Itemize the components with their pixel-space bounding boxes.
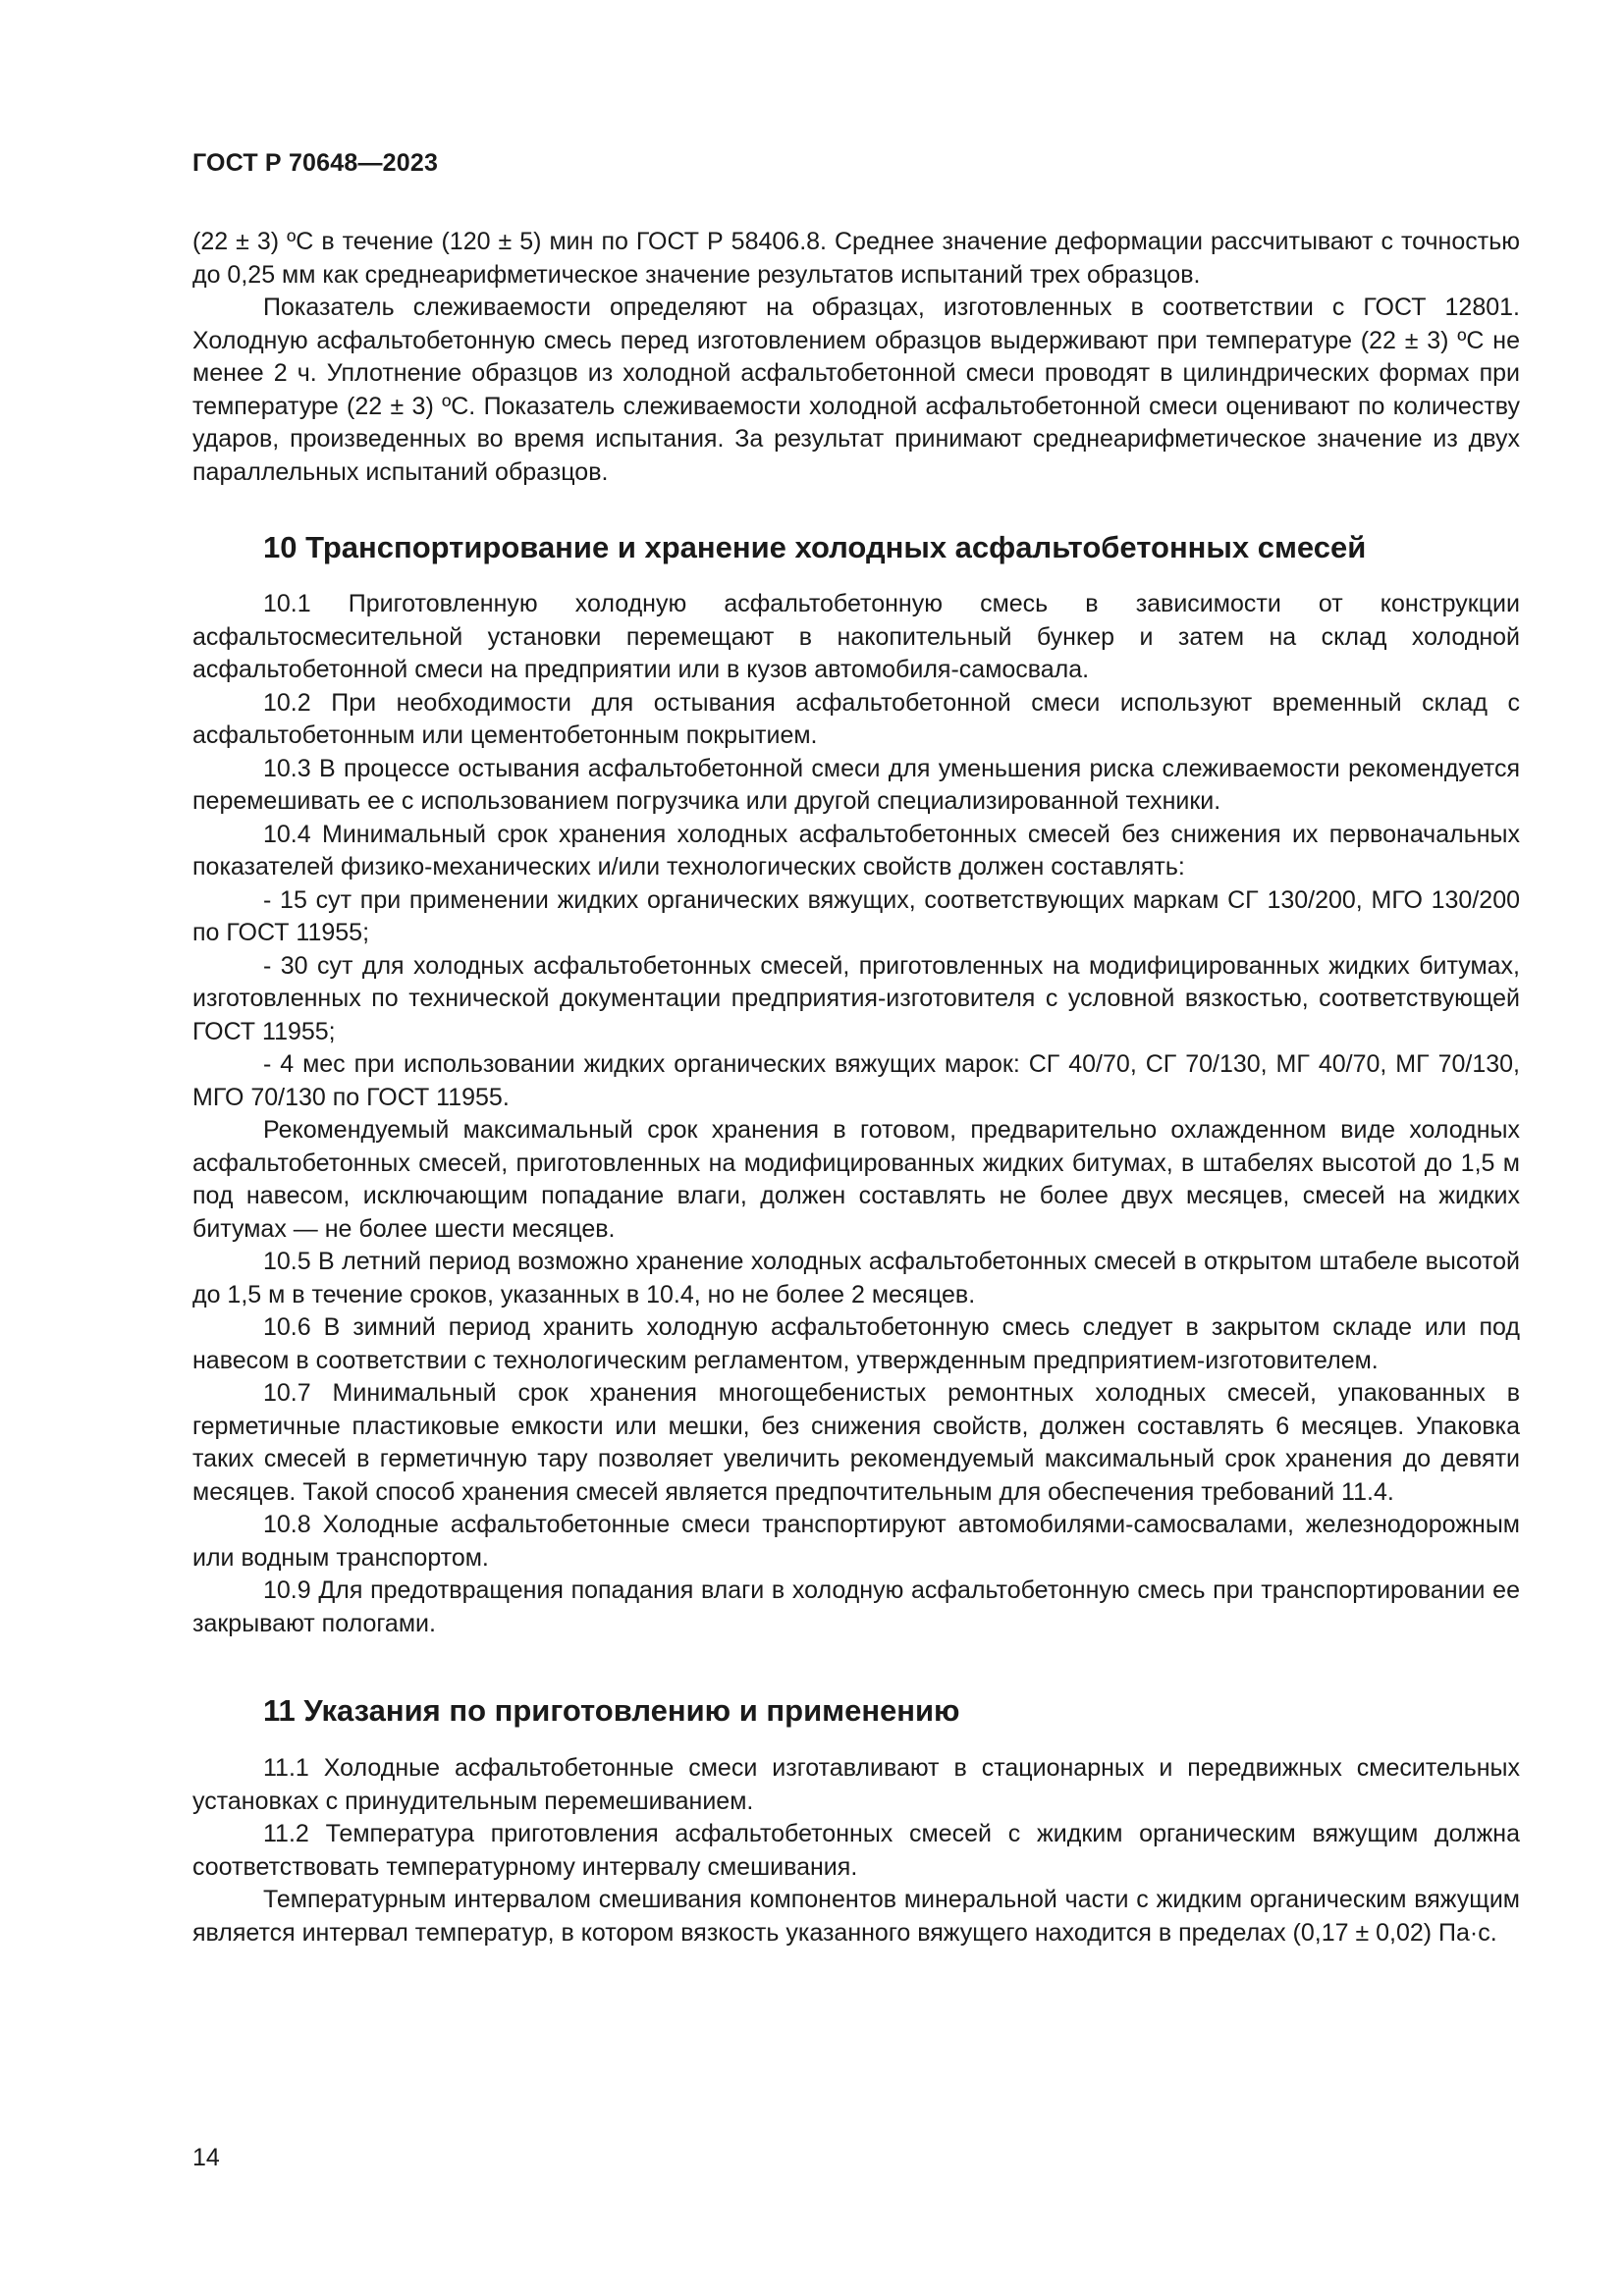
- list-item-10-4-b: - 30 сут для холодных асфальтобетонных смесей, приготовленных на модифицированных жидких битумах, изготовленных по технической документации предприятия-изготовителя с условной вязкостью, соответствующей ГОСТ 11955;: [192, 951, 1520, 1045]
- paragraph-11-2-definition: Температурным интервалом смешивания компонентов минеральной части с жидким органическим вяжущим является интервал температур, в котором вязкость указанного вяжущего находится в пределах (0,17 ± 0,02) Па·с.: [192, 1886, 1520, 1947]
- list-item-10-4-c: - 4 мес при использовании жидких органических вяжущих марок: СГ 40/70, СГ 70/130, МГ 40/70, МГ 70/130, МГО 70/130 по ГОСТ 11955.: [192, 1050, 1520, 1111]
- paragraph-11-1: 11.1 Холодные асфальтобетонные смеси изготавливают в стационарных и передвижных смесительных установках с принудительным перемешиванием.: [192, 1754, 1520, 1815]
- paragraph-10-4: 10.4 Минимальный срок хранения холодных асфальтобетонных смесей без снижения их первоначальных показателей физико-механических и/или технологических свойств должен составлять:: [192, 820, 1520, 881]
- paragraph-10-5: 10.5 В летний период возможно хранение холодных асфальтобетонных смесей в открытом штабеле высотой до 1,5 м в течение сроков, указанных в 10.4, но не более 2 месяцев.: [192, 1248, 1520, 1308]
- paragraph-10-4-recommendation: Рекомендуемый максимальный срок хранения в готовом, предварительно охлажденном виде холодных асфальтобетонных смесей, приготовленных на модифицированных жидких битумах, в штабелях высотой до 1,5 м под навесом, исключающим попадание влаги, должен составлять не более двух месяцев, смесей на жидких битумах — не более шести месяцев.: [192, 1116, 1520, 1243]
- paragraph-10-1: 10.1 Приготовленную холодную асфальтобетонную смесь в зависимости от конструкции асфальтосмесительной установки перемещают в накопительный бункер и затем на склад холодной асфальтобетонной смеси на предприятии или в кузов автомобиля-самосвала.: [192, 590, 1520, 683]
- standard-header: ГОСТ Р 70648—2023: [192, 149, 439, 177]
- section-10-heading: 10 Транспортирование и хранение холодных асфальтобетонных смесей: [263, 530, 1367, 564]
- page-body: [192, 226, 1520, 1949]
- paragraph-10-6: 10.6 В зимний период хранить холодную асфальтобетонную смесь следует в закрытом складе или под навесом в соответствии с технологическим регламентом, утвержденным предприятием-изготовителем.: [192, 1313, 1520, 1374]
- paragraph-10-9: 10.9 Для предотвращения попадания влаги в холодную асфальтобетонную смесь при транспортировании ее закрывают пологами.: [192, 1576, 1520, 1637]
- paragraph-10-7: 10.7 Минимальный срок хранения многощебенистых ремонтных холодных смесей, упакованных в герметичные пластиковые емкости или мешки, без снижения свойств, должен составлять 6 месяцев. Упаковка таких смесей в герметичную тару позволяет увеличить рекомендуемый максимальный срок хранения до девяти месяцев. Такой способ хранения смесей является предпочтительным для обеспечения требований 11.4.: [192, 1379, 1520, 1506]
- paragraph-10-2: 10.2 При необходимости для остывания асфальтобетонной смеси используют временный склад с асфальтобетонным или цементобетонным покрытием.: [192, 688, 1520, 749]
- intro-paragraph-2: Показатель слеживаемости определяют на образцах, изготовленных в соответствии с ГОСТ 12801. Холодную асфальтобетонную смесь перед изготовлением образцов выдерживают при температуре (22 ± 3) ºС не менее 2 ч. Уплотнение образцов из холодной асфальтобетонной смеси проводят в цилиндрических формах при температуре (22 ± 3) ºС. Показатель слеживаемости холодной асфальтобетонной смеси оценивают по количеству ударов, произведенных во время испытания. За результат принимают среднеарифметическое значение из двух параллельных испытаний образцов.: [192, 294, 1520, 486]
- intro-paragraph-1: (22 ± 3) ºС в течение (120 ± 5) мин по ГОСТ Р 58406.8. Среднее значение деформации рассчитывают с точностью до 0,25 мм как среднеарифметическое значение результатов испытаний трех образцов.: [192, 228, 1520, 289]
- section-11-heading: 11 Указания по приготовлению и применению: [263, 1693, 960, 1728]
- paragraph-11-2: 11.2 Температура приготовления асфальтобетонных смесей с жидким органическим вяжущим должна соответствовать температурному интервалу смешивания.: [192, 1820, 1520, 1881]
- list-item-10-4-a: - 15 сут при применении жидких органических вяжущих, соответствующих маркам СГ 130/200, МГО 130/200 по ГОСТ 11955;: [192, 885, 1520, 946]
- paragraph-10-8: 10.8 Холодные асфальтобетонные смеси транспортируют автомобилями-самосвалами, железнодорожным или водным транспортом.: [192, 1511, 1520, 1572]
- paragraph-10-3: 10.3 В процессе остывания асфальтобетонной смеси для уменьшения риска слеживаемости рекомендуется перемешивать ее с использованием погрузчика или другой специализированной техники.: [192, 754, 1520, 815]
- page-number: 14: [192, 2144, 220, 2171]
